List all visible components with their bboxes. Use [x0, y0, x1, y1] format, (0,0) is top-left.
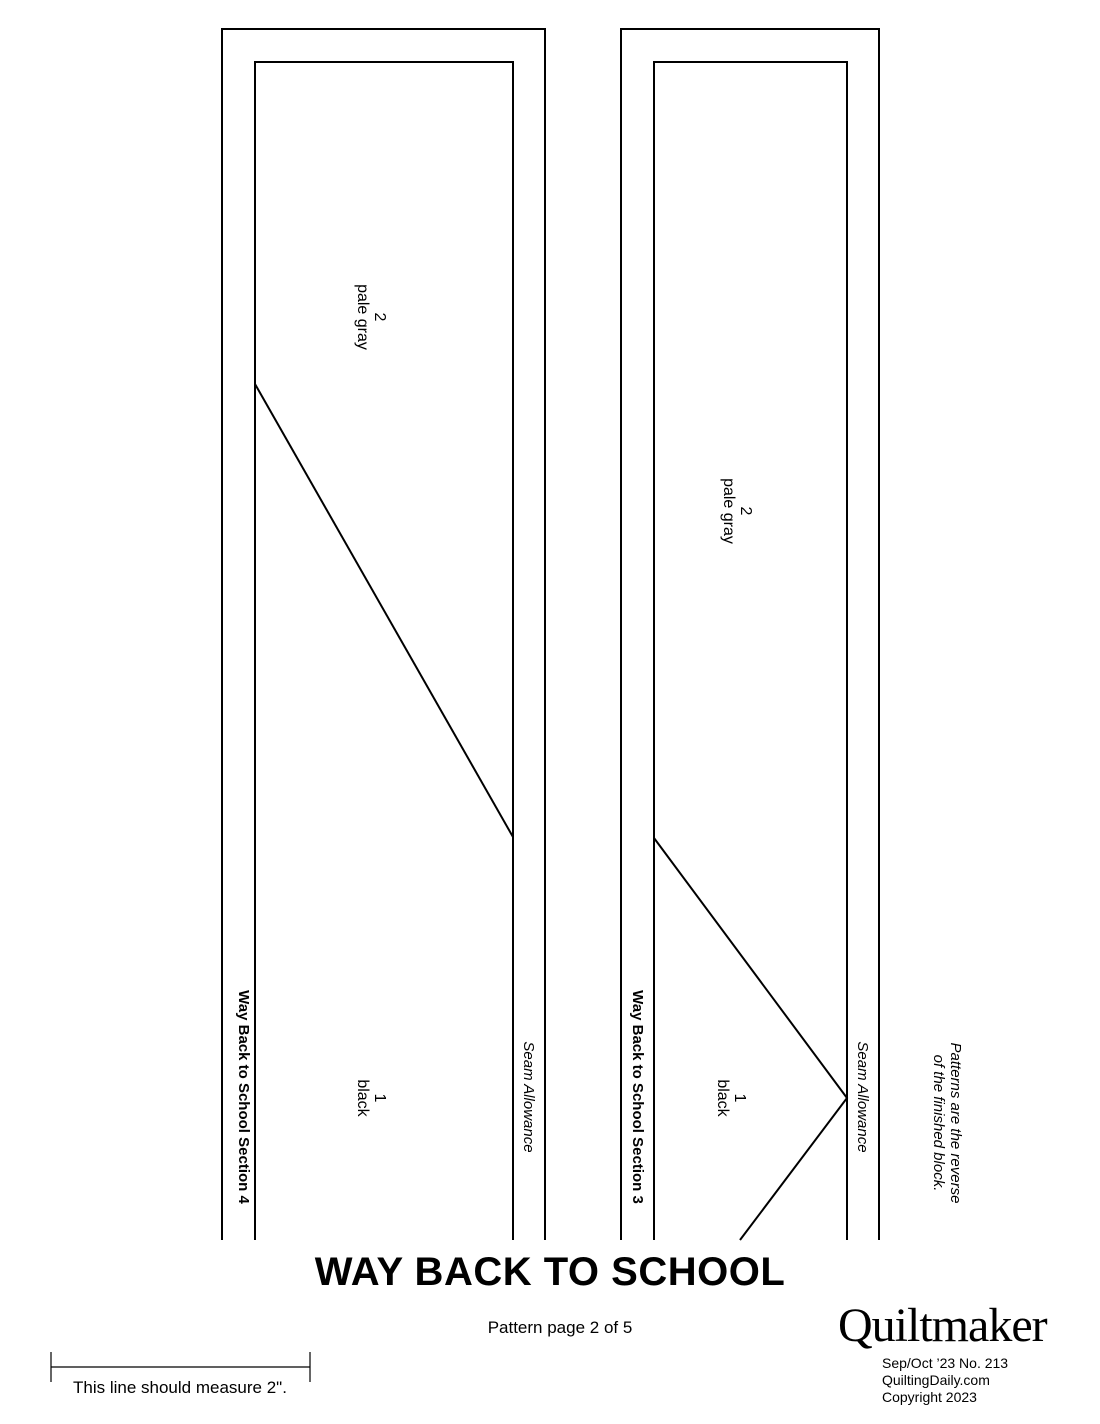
section-3-piece-divider	[654, 838, 847, 1240]
issue-text: Sep/Oct ’23 No. 213	[882, 1355, 1009, 1371]
reverse-note-line-1: Patterns are the reverse	[947, 1042, 964, 1204]
page-number-label: Pattern page 2 of 5	[487, 1318, 633, 1337]
reverse-note	[928, 1028, 964, 1218]
reverse-note-line-2: of the finished block.	[929, 1054, 947, 1192]
section-3-label: Way Back to School Section 3	[629, 990, 646, 1204]
piece-number: 2	[737, 506, 754, 516]
section-4-piece-1-label	[353, 1058, 387, 1138]
section-4-seam-label: Seam Allowance	[520, 1041, 537, 1153]
piece-number: 1	[371, 1093, 388, 1103]
section-3-inner-outline	[654, 62, 847, 1240]
piece-color: black	[354, 1079, 372, 1117]
piece-color: pale gray	[720, 478, 738, 544]
brand-logo: Quiltmaker	[838, 1299, 1047, 1352]
section-4-label: Way Back to School Section 4	[235, 990, 252, 1204]
website-text: QuiltingDaily.com	[882, 1372, 990, 1388]
section-3-seam-label: Seam Allowance	[854, 1041, 871, 1153]
section-3-outer-outline	[621, 29, 879, 1240]
measure-line-text: This line should measure 2".	[73, 1378, 287, 1397]
section-4-piece-2-label	[353, 267, 387, 367]
copyright-text: Copyright 2023	[882, 1389, 977, 1405]
section-3-piece-1-label	[713, 1058, 747, 1138]
page-title: WAY BACK TO SCHOOL	[314, 1250, 786, 1294]
section-4-piece-divider	[255, 384, 513, 837]
piece-color: black	[714, 1079, 732, 1117]
piece-number: 2	[371, 312, 388, 322]
section-3-piece-2-label	[719, 461, 753, 561]
piece-color: pale gray	[354, 284, 372, 350]
piece-number: 1	[731, 1093, 748, 1103]
publication-info	[882, 1355, 1008, 1406]
